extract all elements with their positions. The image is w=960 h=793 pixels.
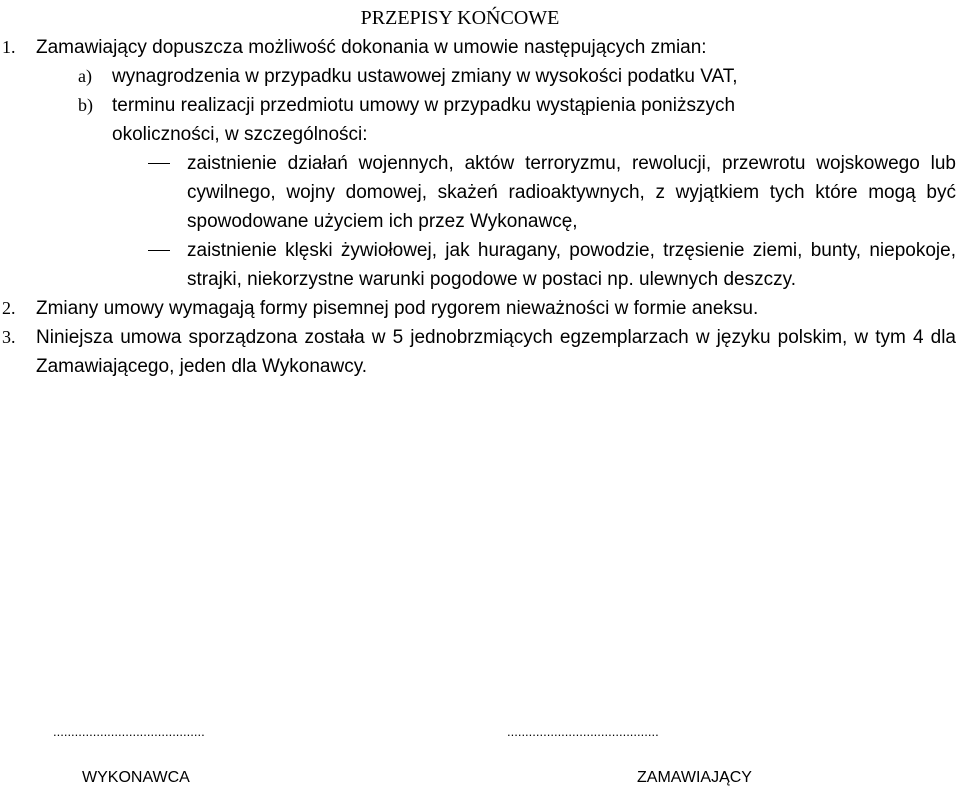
- client-signature-line: ..........................................: [507, 724, 659, 739]
- clause-number: 3.: [2, 327, 16, 347]
- document-title: PRZEPISY KOŃCOWE: [360, 7, 560, 29]
- clause-text: Zmiany umowy wymagają formy pisemnej pod rygorem nieważności w formie aneksu.: [36, 298, 759, 319]
- dash-bullet-icon: [148, 250, 170, 251]
- subclause-a: [0, 62, 960, 91]
- clause-2: [0, 294, 960, 323]
- contractor-signature-label: WYKONAWCA: [82, 769, 190, 786]
- clause-1: [0, 33, 960, 62]
- clause-number: 2.: [2, 298, 16, 318]
- clause-text: Niniejsza umowa sporządzona została w 5 jednobrzmiących egzemplarzach w języku polskim, w tym 4 dla Zamawiającego, jeden dla Wykonawcy.: [36, 327, 956, 377]
- subclause-b: [0, 91, 960, 120]
- clause-text: Zamawiający dopuszcza możliwość dokonania w umowie następujących zmian:: [36, 37, 707, 58]
- clause-3: [0, 323, 960, 381]
- client-signature-label: ZAMAWIAJĄCY: [637, 769, 752, 786]
- dash-bullet-icon: [148, 163, 170, 164]
- subclause-continuation: okoliczności, w szczególności:: [112, 124, 368, 145]
- subclause-letter: a): [78, 66, 92, 86]
- contractor-signature-line: ..........................................: [53, 724, 205, 739]
- subclause-letter: b): [78, 95, 93, 115]
- bullet-text: zaistnienie działań wojennych, aktów terroryzmu, rewolucji, przewrotu wojskowego lub cywilnego, wojny domowej, skażeń radioaktywnych, z wyjątkiem tych które mogą być spowodowane użyciem ich przez Wykonawcę,: [187, 153, 956, 232]
- subclause-text: terminu realizacji przedmiotu umowy w przypadku wystąpienia poniższych: [112, 95, 736, 116]
- subclause-text: wynagrodzenia w przypadku ustawowej zmiany w wysokości podatku VAT,: [112, 66, 738, 87]
- bullet-text: zaistnienie klęski żywiołowej, jak huragany, powodzie, trzęsienie ziemi, bunty, niepokoje, strajki, niekorzystne warunki pogodowe w postaci np. ulewnych deszczy.: [187, 240, 956, 290]
- clause-number: 1.: [2, 37, 16, 57]
- document-body: [0, 33, 960, 381]
- bullet-item: [0, 236, 960, 294]
- bullet-item: [0, 149, 960, 236]
